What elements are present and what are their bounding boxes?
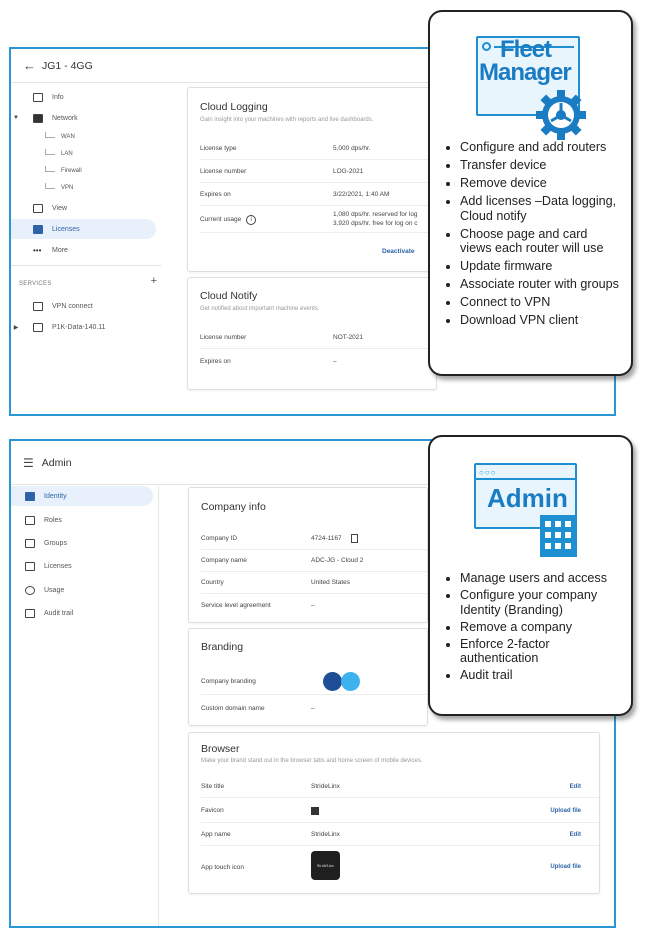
tree-line bbox=[45, 149, 55, 155]
cloud-notify-subtitle: Get notified about important machine events. bbox=[200, 306, 320, 312]
notify-license-number-row: License number NOT-2021 bbox=[200, 327, 436, 349]
sidebar-item-vpn[interactable]: VPN bbox=[45, 178, 73, 198]
custom-domain-row: Custom domain name – bbox=[201, 704, 315, 712]
services-heading: SERVICES bbox=[19, 281, 52, 287]
manager-logo-text: Manager bbox=[479, 59, 571, 86]
admin-sidebar bbox=[11, 486, 159, 926]
deactivate-button[interactable]: Deactivate bbox=[382, 248, 415, 255]
tree-line bbox=[45, 183, 55, 189]
window-dot-icon bbox=[482, 42, 491, 51]
sidebar-item-firewall[interactable]: Firewall bbox=[45, 161, 82, 181]
list-item: • Add licenses –Data logging, Cloud notify bbox=[460, 194, 621, 223]
brand-color-secondary[interactable] bbox=[341, 672, 360, 691]
company-branding-row: Company branding bbox=[201, 669, 427, 695]
sidebar-item-lan[interactable]: LAN bbox=[45, 144, 73, 164]
company-info-title: Company info bbox=[201, 501, 266, 513]
info-icon bbox=[33, 93, 43, 102]
list-item: • Audit trail bbox=[460, 668, 621, 683]
sidebar-item-identity[interactable]: Identity bbox=[11, 486, 153, 506]
roles-icon bbox=[25, 516, 35, 525]
list-item: • Transfer device bbox=[460, 158, 621, 173]
sidebar-item-p1k-data[interactable]: ▶ P1K-Data-140.11 bbox=[11, 317, 161, 337]
copy-icon[interactable] bbox=[351, 534, 358, 543]
cloud-logging-title: Cloud Logging bbox=[200, 101, 268, 113]
more-icon: ••• bbox=[33, 245, 42, 255]
brand-color-primary[interactable] bbox=[323, 672, 342, 691]
cloud-logging-card bbox=[187, 87, 437, 272]
tree-line bbox=[45, 166, 55, 172]
license-type-row: License type 5,000 dps/hr. bbox=[200, 138, 436, 160]
monitor-icon bbox=[33, 302, 43, 311]
list-item: • Manage users and access bbox=[460, 571, 621, 586]
usage-icon bbox=[25, 586, 35, 595]
app-name-row: App name StrideLinx Edit bbox=[201, 824, 599, 846]
list-item: • Update firmware bbox=[460, 259, 621, 274]
admin-logo-text: Admin bbox=[487, 483, 568, 513]
caret-down-icon[interactable]: ▼ bbox=[13, 115, 19, 121]
list-item: • Remove device bbox=[460, 176, 621, 191]
company-name-row: Company name ADC-JG - Cloud 2 bbox=[201, 550, 427, 572]
site-title-row: Site title StrideLinx Edit bbox=[201, 776, 599, 798]
list-icon bbox=[33, 323, 43, 332]
country-row: Country United States bbox=[201, 572, 427, 594]
fleet-logo-text: Fleet bbox=[500, 36, 552, 63]
branding-title: Branding bbox=[201, 641, 244, 653]
fleet-feature-list bbox=[444, 140, 621, 331]
hamburger-icon[interactable]: ☰ bbox=[23, 455, 34, 470]
network-icon bbox=[33, 114, 43, 123]
tree-line bbox=[45, 132, 55, 138]
sidebar-item-vpn-connect[interactable]: VPN connect bbox=[11, 296, 161, 316]
admin-callout bbox=[428, 435, 633, 716]
list-item: • Connect to VPN bbox=[460, 295, 621, 310]
sidebar-item-view[interactable]: View bbox=[11, 198, 161, 218]
caret-right-icon[interactable]: ▶ bbox=[13, 324, 19, 331]
sidebar-item-more[interactable]: ••• More bbox=[33, 245, 68, 255]
building-icon bbox=[540, 515, 577, 557]
cloud-notify-title: Cloud Notify bbox=[200, 290, 258, 302]
device-title: JG1 - 4GG bbox=[42, 59, 93, 72]
company-info-card bbox=[188, 487, 428, 623]
app-touch-icon-image: StrideLinx bbox=[311, 851, 340, 880]
edit-site-title-button[interactable]: Edit bbox=[569, 783, 581, 790]
device-sidebar bbox=[11, 84, 161, 414]
expires-on-row: Expires on 3/22/2021, 1:40 AM bbox=[200, 184, 436, 206]
identity-icon bbox=[25, 492, 35, 501]
branding-card bbox=[188, 628, 428, 726]
sidebar-item-network[interactable]: ▼ Network bbox=[11, 108, 161, 128]
cloud-logging-subtitle: Gain insight into your machines with reports and live dashboards. bbox=[200, 117, 374, 123]
sidebar-item-wan[interactable]: WAN bbox=[45, 127, 75, 147]
sidebar-item-usage[interactable]: Usage bbox=[11, 580, 64, 600]
list-item: • Download VPN client bbox=[460, 313, 621, 328]
arrow-left-icon[interactable]: ← bbox=[23, 58, 36, 73]
window-bar bbox=[476, 478, 575, 480]
license-icon bbox=[33, 225, 43, 234]
edit-app-name-button[interactable]: Edit bbox=[569, 831, 581, 838]
list-item: • Configure your company Identity (Branding) bbox=[460, 588, 621, 617]
info-circle-icon[interactable]: i bbox=[246, 215, 256, 225]
divider bbox=[11, 265, 161, 266]
license-number-row: License number LOG-2021 bbox=[200, 161, 436, 183]
sidebar-item-licenses[interactable]: Licenses bbox=[11, 556, 72, 576]
sidebar-item-groups[interactable]: Groups bbox=[11, 533, 67, 553]
company-id-row: Company ID 4724-1167 bbox=[201, 528, 427, 550]
fleet-manager-callout bbox=[428, 10, 633, 376]
cloud-notify-card bbox=[187, 277, 437, 390]
list-item: • Remove a company bbox=[460, 620, 621, 635]
list-item: • Choose page and card views each router will use bbox=[460, 227, 621, 256]
list-item: • Associate router with groups bbox=[460, 277, 621, 292]
add-service-button[interactable]: + bbox=[150, 275, 157, 287]
current-usage-row: Current usage i 1,080 dps/hr. reserved for log 3,920 dps/hr. free for log on c bbox=[200, 207, 436, 233]
list-item: • Enforce 2-factor authentication bbox=[460, 637, 621, 666]
browser-subtitle: Make your brand stand out in the browser tabs and home screen of mobile devices. bbox=[201, 758, 423, 764]
admin-title: Admin bbox=[41, 456, 72, 469]
browser-card bbox=[188, 732, 600, 894]
app-touch-icon-row: App touch icon StrideLinx Upload file bbox=[201, 847, 599, 887]
sidebar-item-audit-trail[interactable]: Audit trail bbox=[11, 603, 73, 623]
upload-touch-icon-button[interactable]: Upload file bbox=[550, 864, 581, 870]
sidebar-item-licenses[interactable]: Licenses bbox=[11, 219, 156, 239]
license-icon bbox=[25, 562, 35, 571]
sidebar-item-info[interactable]: Info bbox=[11, 87, 161, 107]
sidebar-item-roles[interactable]: Roles bbox=[11, 510, 62, 530]
sla-row: Service level agreement – bbox=[201, 601, 315, 609]
notify-expires-on-row: Expires on – bbox=[200, 357, 337, 365]
browser-title: Browser bbox=[201, 743, 240, 755]
favicon-image bbox=[311, 807, 319, 815]
audit-trail-icon bbox=[25, 609, 35, 618]
admin-feature-list bbox=[444, 571, 621, 685]
favicon-row: Favicon Upload file bbox=[201, 799, 599, 823]
upload-favicon-button[interactable]: Upload file bbox=[550, 807, 581, 814]
groups-icon bbox=[25, 539, 35, 548]
list-item: • Configure and add routers bbox=[460, 140, 621, 155]
view-icon bbox=[33, 204, 43, 213]
window-dots-icon: ○○○ bbox=[479, 468, 497, 477]
gear-icon bbox=[534, 88, 588, 142]
